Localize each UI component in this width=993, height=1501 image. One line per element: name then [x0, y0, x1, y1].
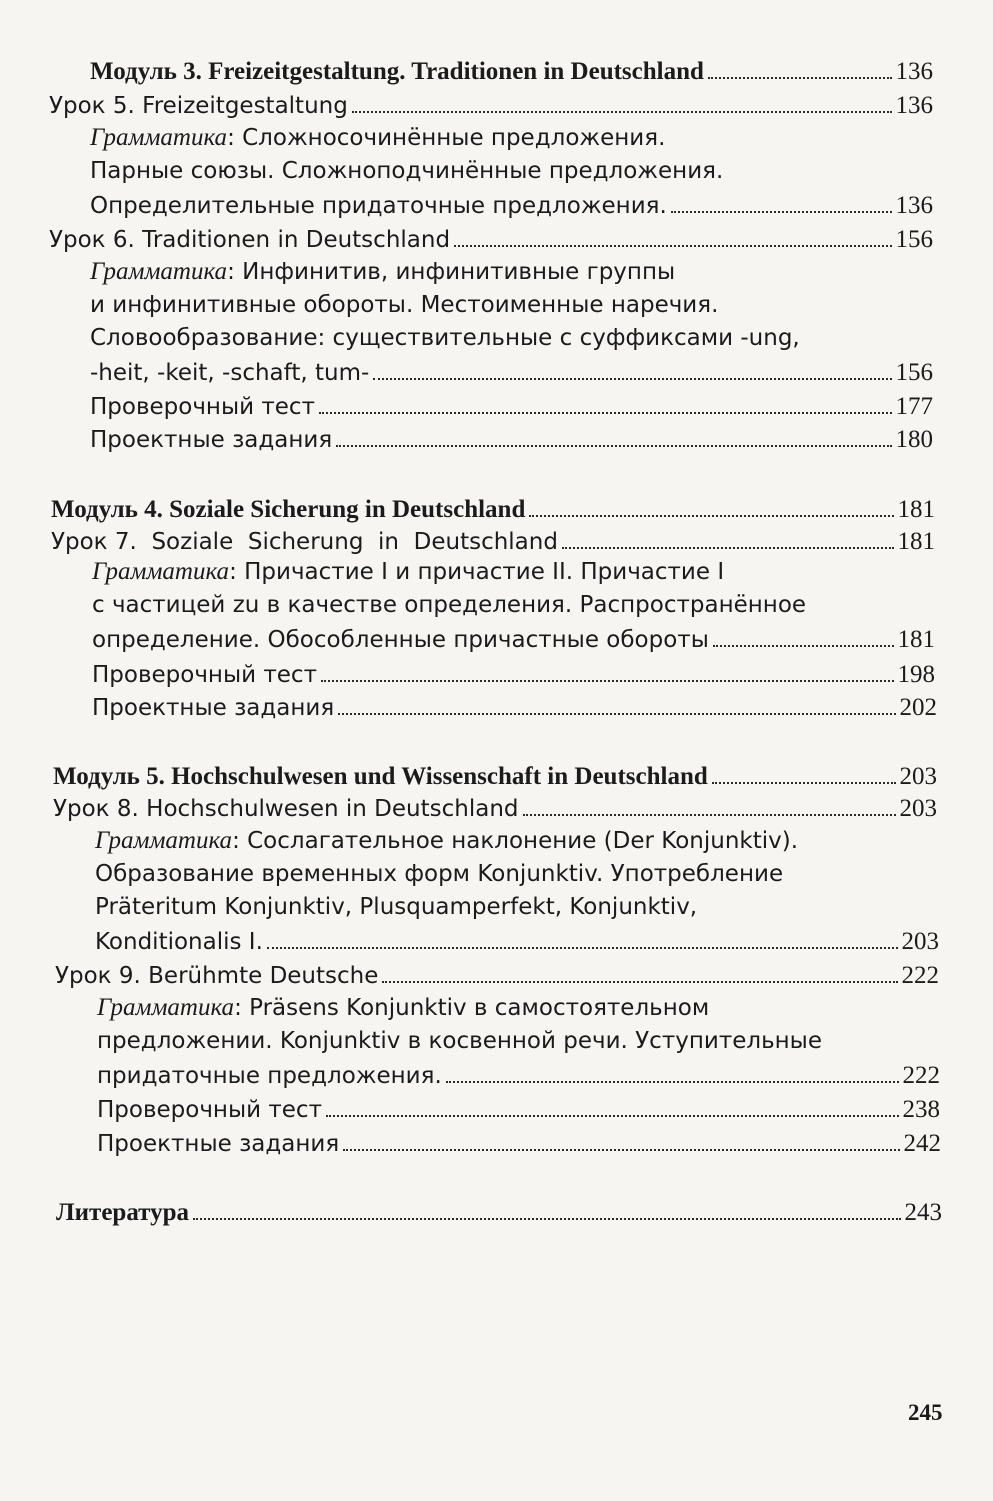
project-entry: Проектные задания 202	[92, 688, 937, 724]
lesson-9-entry: Урок 9. Berühmte Deutsche 222	[55, 956, 939, 992]
dot-leader	[671, 211, 892, 213]
page-number: 242	[903, 1130, 941, 1157]
page-number: 136	[895, 192, 933, 219]
grammar-line: с частицей zu в качестве определения. Распространённое	[92, 592, 807, 618]
lesson-8-entry: Урок 8. Hochschulwesen in Deutschland 203	[53, 789, 937, 825]
page-number: 238	[902, 1096, 940, 1123]
dot-leader	[529, 515, 893, 517]
page-number: 177	[895, 393, 933, 420]
dot-leader	[712, 782, 896, 784]
grammar-label: Грамматика	[97, 994, 235, 1021]
dot-leader	[454, 245, 891, 247]
page-number: 156	[895, 226, 933, 253]
dot-leader	[321, 680, 894, 682]
grammar-label: Грамматика	[90, 124, 228, 151]
dot-leader	[319, 412, 892, 414]
grammar-line: Грамматика: Сослагательное наклонение (Der Konjunktiv).	[95, 827, 799, 854]
dot-leader	[193, 1218, 900, 1220]
page-number: 180	[895, 426, 933, 453]
test-entry: Проверочный тест 238	[97, 1090, 940, 1126]
grammar-line: Грамматика: Причастие I и причастие II. Причастие I	[92, 558, 725, 585]
page-number: 203	[899, 795, 937, 822]
grammar-entry-last-line: придаточные предложения. 222	[97, 1056, 940, 1092]
page-number: 203	[901, 928, 939, 955]
grammar-label: Грамматика	[90, 258, 228, 285]
grammar-entry-last-line: Определительные придаточные предложения. 136	[90, 186, 933, 222]
dot-leader	[523, 814, 896, 816]
page-number: 222	[902, 1062, 940, 1089]
page-number: 181	[897, 626, 935, 653]
dot-leader	[713, 645, 894, 647]
test-entry: Проверочный тест 177	[90, 387, 933, 423]
dot-leader	[562, 547, 894, 549]
dot-leader	[338, 713, 895, 715]
dot-leader	[708, 77, 892, 79]
project-entry: Проектные задания 180	[90, 420, 933, 456]
page-number: 243	[904, 1199, 942, 1226]
module-3-heading: Модуль 3. Freizeitgestaltung. Traditionen in Deutschland 136	[90, 52, 933, 88]
project-entry: Проектные задания 242	[97, 1124, 941, 1160]
page-number: 202	[899, 694, 937, 721]
page-number: 136	[895, 58, 933, 85]
grammar-line: Образование временных форм Konjunktiv. Употребление	[95, 861, 784, 887]
dot-leader	[336, 445, 891, 447]
page-number: 156	[895, 359, 933, 386]
literature-entry: Литература 243	[56, 1193, 942, 1229]
lesson-7-entry: Урок 7. Soziale Sicherung in Deutschland 181	[51, 522, 935, 558]
dot-leader	[382, 981, 897, 983]
grammar-line: Грамматика: Инфинитив, инфинитивные группы	[90, 258, 676, 285]
test-entry: Проверочный тест 198	[92, 655, 935, 691]
page-number: 181	[897, 528, 935, 555]
page-folio: 245	[908, 1400, 943, 1425]
page-number: 181	[897, 496, 935, 523]
grammar-line: Словообразование: существительные с суффиксами -ung,	[90, 325, 800, 351]
grammar-line: предложении. Konjunktiv в косвенной речи. Уступительные	[97, 1028, 822, 1054]
module-5-heading: Модуль 5. Hochschulwesen und Wissenschaft in Deutschland 203	[53, 757, 937, 793]
grammar-line: Грамматика: Сложносочинённые предложения.	[90, 124, 666, 151]
page-number: 198	[897, 661, 935, 688]
dot-leader	[343, 1149, 899, 1151]
page-number: 136	[895, 92, 933, 119]
lesson-6-entry: Урок 6. Traditionen in Deutschland 156	[49, 220, 933, 256]
lesson-5-entry: Урок 5. Freizeitgestaltung 136	[49, 86, 933, 122]
dot-leader	[352, 111, 892, 113]
dot-leader	[326, 1115, 899, 1117]
grammar-entry-last-line: -heit, -keit, -schaft, tum- 156	[90, 353, 933, 389]
grammar-line: Парные союзы. Сложноподчинённые предложения.	[90, 158, 724, 184]
grammar-entry-last-line: Konditionalis I. 203	[95, 922, 939, 958]
grammar-line: Грамматика: Präsens Konjunktiv в самостоятельном	[97, 994, 710, 1021]
page-number: 203	[899, 763, 937, 790]
grammar-entry-last-line: определение. Обособленные причастные обороты 181	[92, 620, 935, 656]
grammar-line: Präteritum Konjunktiv, Plusquamperfekt, Konjunktiv,	[95, 894, 698, 920]
grammar-label: Грамматика	[95, 827, 233, 854]
grammar-line: и инфинитивные обороты. Местоименные наречия.	[90, 292, 719, 318]
page-number: 222	[901, 962, 939, 989]
grammar-label: Грамматика	[92, 558, 230, 585]
dot-leader	[267, 947, 898, 949]
module-4-heading: Модуль 4. Soziale Sicherung in Deutschland 181	[51, 490, 935, 526]
dot-leader	[373, 378, 891, 380]
dot-leader	[446, 1081, 899, 1083]
